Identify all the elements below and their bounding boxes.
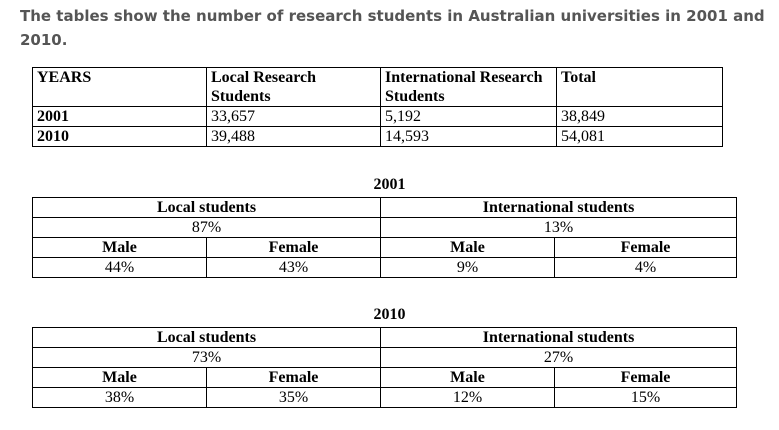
international-students-label: International students: [381, 328, 737, 348]
row-international: 5,192: [381, 107, 557, 127]
header-total: Total: [557, 68, 723, 107]
row-total: 38,849: [557, 107, 723, 127]
local-male-percent: 38%: [33, 388, 207, 408]
table-row: [33, 107, 723, 127]
international-female-label: Female: [555, 238, 737, 258]
local-male-label: Male: [33, 368, 207, 388]
international-students-label: International students: [381, 198, 737, 218]
local-students-label: Local students: [33, 328, 381, 348]
breakdown-table-2010: [32, 327, 737, 408]
header-years: YEARS: [33, 68, 207, 107]
local-male-label: Male: [33, 238, 207, 258]
row-local: 39,488: [207, 127, 381, 147]
row-year: 2010: [33, 127, 207, 147]
summary-table: [32, 67, 723, 147]
local-female-label: Female: [207, 238, 381, 258]
row-international: 14,593: [381, 127, 557, 147]
local-students-label: Local students: [33, 198, 381, 218]
local-male-percent: 44%: [33, 258, 207, 278]
year-label-2010: 2010: [373, 306, 406, 323]
international-students-percent: 27%: [381, 348, 737, 368]
header-international: International Research Students: [381, 68, 557, 107]
local-female-percent: 43%: [207, 258, 381, 278]
table-row: [33, 127, 723, 147]
local-female-label: Female: [207, 368, 381, 388]
international-female-label: Female: [555, 368, 737, 388]
breakdown-table-2001: [32, 197, 737, 278]
international-male-percent: 9%: [381, 258, 555, 278]
page-heading: The tables show the number of research students in Australian universities in 2001 and 2010.: [20, 7, 765, 49]
row-total: 54,081: [557, 127, 723, 147]
local-students-percent: 73%: [33, 348, 381, 368]
header-local: Local Research Students: [207, 68, 381, 107]
local-female-percent: 35%: [207, 388, 381, 408]
international-male-percent: 12%: [381, 388, 555, 408]
international-female-percent: 15%: [555, 388, 737, 408]
international-female-percent: 4%: [555, 258, 737, 278]
row-local: 33,657: [207, 107, 381, 127]
local-students-percent: 87%: [33, 218, 381, 238]
international-male-label: Male: [381, 368, 555, 388]
row-year: 2001: [33, 107, 207, 127]
international-students-percent: 13%: [381, 218, 737, 238]
year-label-2001: 2001: [373, 176, 406, 193]
international-male-label: Male: [381, 238, 555, 258]
table-header-row: [33, 68, 723, 107]
